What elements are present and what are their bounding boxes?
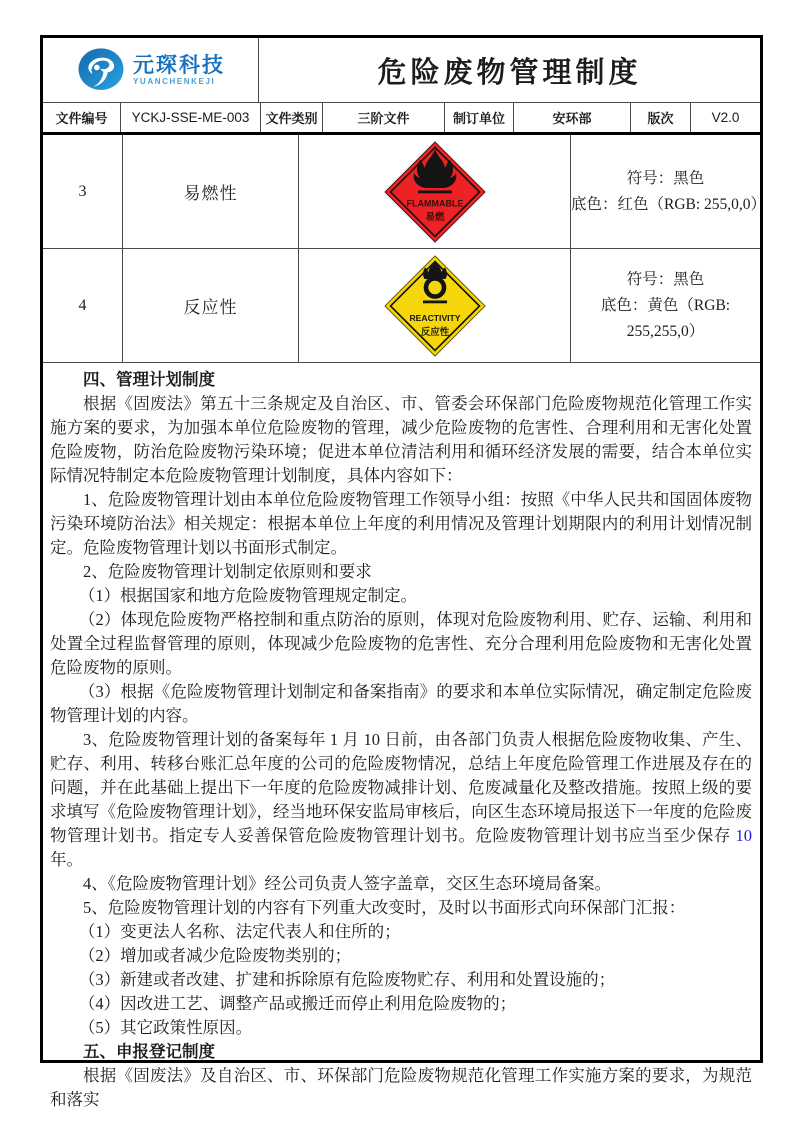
item-5-3: （3）新建或者改建、扩建和拆除原有危险废物贮存、利用和处置设施的； [78,970,616,989]
item-5-1: （1）变更法人名称、法定代表人和住所的； [78,922,401,941]
hazard-symbol-cell [299,249,571,362]
reactivity-sign-icon [383,254,487,358]
hazard-name: 反应性 [123,249,299,362]
document-header [43,38,760,102]
meta-label-doc-number: 文件编号 [43,103,121,132]
logo-text-block [133,55,225,86]
item-2-3: （3）根据《危险废物管理计划制定和备案指南》的要求和本单位实际情况，确定制定危险废物管理计划的内容。 [50,682,752,725]
symbol-label-cn: 易燃 [424,212,445,223]
background-color-line: 底色：红色（RGB: 255,0,0） [571,195,767,213]
retention-years-highlight: 10 [735,826,752,845]
hazard-name: 易燃性 [123,135,299,248]
meta-label-doc-category: 文件类别 [261,103,323,132]
item-5-2: （2）增加或者减少危险废物类别的； [78,946,352,965]
row-number: 3 [43,135,123,248]
item-1: 1、危险废物管理计划由本单位危险废物管理工作领导小组：按照《中华人民共和国固体废物污染环境防治法》相关规定：根据本单位上年度的利用情况及管理计划期限内的利用计划情况制定。危险废物管理计划以书面形式制定。 [50,490,752,557]
meta-label-version: 版次 [631,103,691,132]
item-4: 4、《危险废物管理计划》经公司负责人签字盖章，交区生态环境局备案。 [83,874,611,893]
item-3-text: 3、危险废物管理计划的备案每年 1 月 10 日前，由各部门负责人根据危险废物收集、产生、贮存、利用、转移台账汇总年度的公司的危险废物情况，总结上年度危险管理工作进展及存在的问题，并在此基础上提出下一年度的危险废物减排计划、危废减量化及整改措施。按照上级的要求填写《危险废物管理计划》，经当地环保安监局审核后，向区生态环境局报送下一年度的危险废物管理计划书。指定专人妥善保管危险废物管理计划书。危险废物管理计划书应当至少保存 [50,730,752,845]
item-2-2: （2）体现危险废物严格控制和重点防治的原则，体现对危险废物利用、贮存、运输、利用和处置全过程监督管理的原则，体现减少危险废物的危害性、充分合理利用危险废物和无害化处置危险废物的原则。 [50,610,752,677]
item-2-1: （1）根据国家和地方危险废物管理规定制定。 [78,586,418,605]
logo-company-name: 元琛科技 [133,53,225,77]
item-3-tail: 年。 [50,850,83,869]
meta-value-version: V2.0 [711,110,740,125]
item-2: 2、危险废物管理计划制定依原则和要求 [83,562,372,581]
symbol-label-en: FLAMMABLE [406,198,463,208]
document-meta-row [43,102,760,135]
logo-company-name-en: YUANCHENKEJI [133,76,216,86]
meta-label-issuing-dept: 制订单位 [445,103,514,132]
meta-value-doc-number: YCKJ-SSE-ME-003 [121,103,261,132]
document-frame [40,35,767,1109]
section4-heading: 四、管理计划制度 [83,370,215,389]
symbol-color-line: 符号：黑色 [626,169,705,187]
flammable-sign-icon [383,140,487,244]
symbol-color-line: 符号：黑色 [626,270,705,288]
background-color-line: 底色：黄色（RGB: 255,255,0） [600,296,731,340]
symbol-description [571,135,767,248]
hazard-symbol-cell [299,135,571,248]
section5-heading: 五、申报登记制度 [83,1042,215,1061]
symbol-label-en: REACTIVITY [408,312,461,323]
meta-value-doc-category: 三阶文件 [323,103,445,132]
document-title: 危险废物管理制度 [377,56,642,89]
table-row-flammability [43,135,767,249]
section5-intro: 根据《固废法》及自治区、市、环保部门危险废物规范化管理工作实施方案的要求，为规范和落实 [50,1066,752,1109]
symbol-label-cn: 反应性 [420,327,449,338]
logo-cell [43,38,259,102]
meta-value-issuing-dept: 安环部 [514,103,631,132]
item-5-4: （4）因改进工艺、调整产品或搬迁而停止利用危险废物的； [78,994,517,1013]
company-logo-icon [76,45,126,95]
item-5-5: （5）其它政策性原因。 [78,1018,253,1037]
section4-intro: 根据《固废法》第五十三条规定及自治区、市、管委会环保部门危险废物规范化管理工作实施方案的要求，为加强本单位危险废物的管理，减少危险废物的危害性、合理利用和无害化处置危险废物，防治危险废物污染环境；促进本单位清洁利用和循环经济发展的需要，结合本单位实际情况特制定本危险废物管理计划制度，具体内容如下： [50,394,752,485]
symbol-description [571,249,760,362]
row-number: 4 [43,249,123,362]
table-row-reactivity [43,249,760,363]
item-3 [50,728,752,872]
document-body [43,363,760,1112]
item-5: 5、危险废物管理计划的内容有下列重大改变时，及时以书面形式向环保部门汇报： [83,898,686,917]
